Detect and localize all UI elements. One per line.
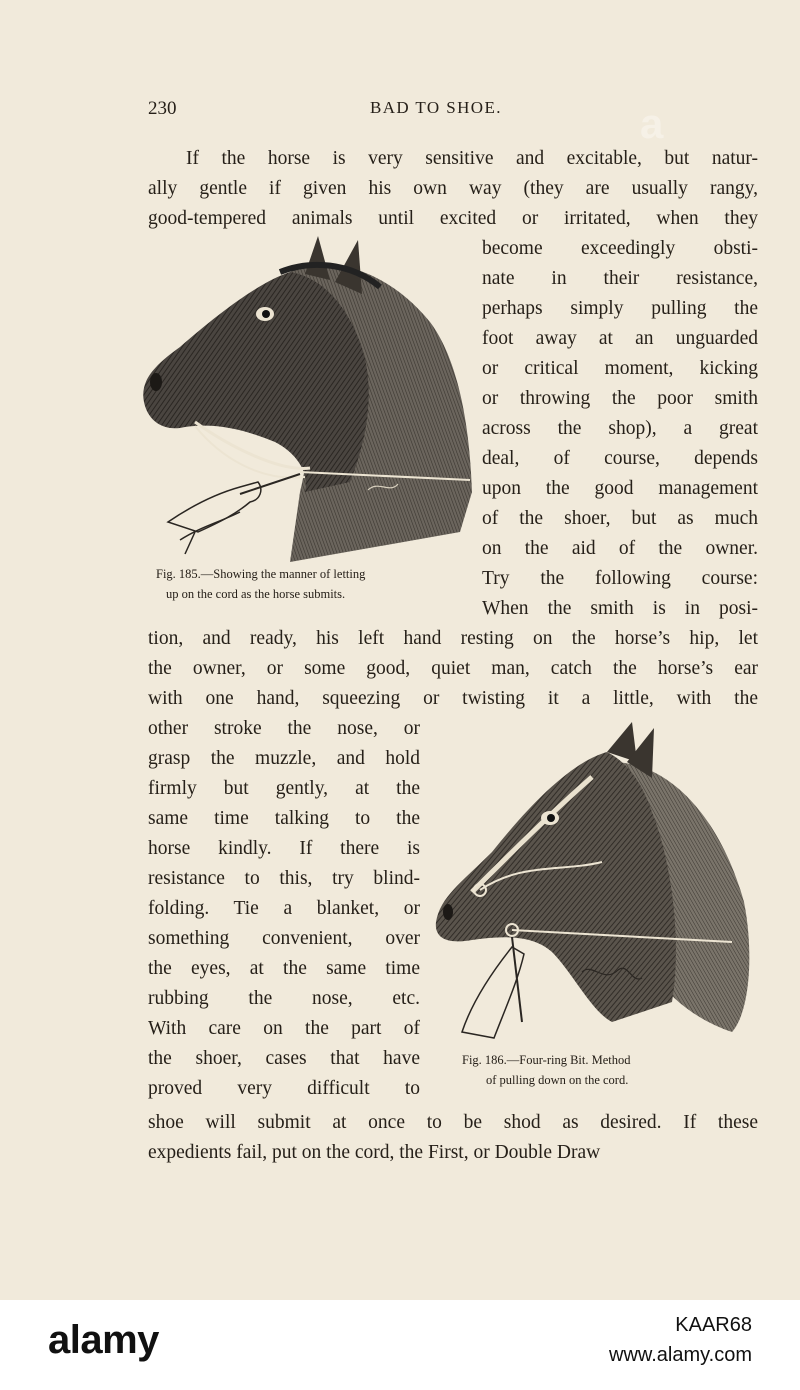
alamy-logo: alamy xyxy=(48,1318,159,1362)
text-line: ally gentle if given his own way (they are usually rangy, xyxy=(148,178,758,199)
text-line: horse kindly. If there is xyxy=(148,838,420,859)
figure-186-caption: of pulling down on the cord. xyxy=(486,1073,629,1087)
text-line: tion, and ready, his left hand resting on the horse’s hip, let xyxy=(148,628,758,649)
figure-185-caption: up on the cord as the horse submits. xyxy=(166,587,346,601)
text-line: firmly but gently, at the xyxy=(148,778,420,799)
text-line: become exceedingly obsti- xyxy=(482,238,758,259)
text-line: the shoer, cases that have xyxy=(148,1048,420,1069)
source-url: www.alamy.com xyxy=(609,1344,752,1366)
text-line: grasp the muzzle, and hold xyxy=(148,748,420,769)
text-line: perhaps simply pulling the xyxy=(482,298,758,319)
text-line: nate in their resistance, xyxy=(482,268,758,289)
text-line: across the shop), a great xyxy=(482,418,758,439)
text-line: If the horse is very sensitive and excitable, but natur- xyxy=(186,148,758,169)
text-line: with one hand, squeezing or twisting it a little, with the xyxy=(148,688,758,709)
text-line: With care on the part of xyxy=(148,1018,420,1039)
horse-head-engraving-icon xyxy=(140,232,476,568)
text-line: expedients fail, put on the cord, the First, or Double Draw xyxy=(148,1142,601,1163)
text-line: or throwing the poor smith xyxy=(482,388,758,409)
text-line: the owner, or some good, quiet man, catch the horse’s ear xyxy=(148,658,758,679)
watermark-overlay: a xyxy=(640,100,664,147)
text-line: or critical moment, kicking xyxy=(482,358,758,379)
figure-185-caption: Fig. 185.—Showing the manner of letting xyxy=(156,567,366,581)
text-line: upon the good management xyxy=(482,478,758,499)
text-line: shoe will submit at once to be shod as desired. If these xyxy=(148,1112,758,1133)
horse-head-bridle-engraving-icon xyxy=(432,722,754,1048)
text-line: the eyes, at the same time xyxy=(148,958,420,979)
text-line: other stroke the nose, or xyxy=(148,718,420,739)
text-line: rubbing the nose, etc. xyxy=(148,988,420,1009)
page-number: 230 xyxy=(148,98,177,119)
text-line: deal, of course, depends xyxy=(482,448,758,469)
text-line: same time talking to the xyxy=(148,808,420,829)
text-line: of the shoer, but as much xyxy=(482,508,758,529)
text-line: resistance to this, try blind- xyxy=(148,868,420,889)
text-line: on the aid of the owner. xyxy=(482,538,758,559)
watermark-banner xyxy=(0,1300,800,1390)
text-line: good-tempered animals until excited or irritated, when they xyxy=(148,208,758,229)
text-line: Try the following course: xyxy=(482,568,758,589)
figure-186-caption: Fig. 186.—Four-ring Bit. Method xyxy=(462,1053,631,1067)
running-title: BAD TO SHOE. xyxy=(370,98,502,117)
text-line: something convenient, over xyxy=(148,928,420,949)
text-line: When the smith is in posi- xyxy=(482,598,758,619)
text-line: proved very difficult to xyxy=(148,1078,420,1099)
text-line: folding. Tie a blanket, or xyxy=(148,898,420,919)
image-id: KAAR68 xyxy=(675,1314,752,1336)
text-line: foot away at an unguarded xyxy=(482,328,758,349)
